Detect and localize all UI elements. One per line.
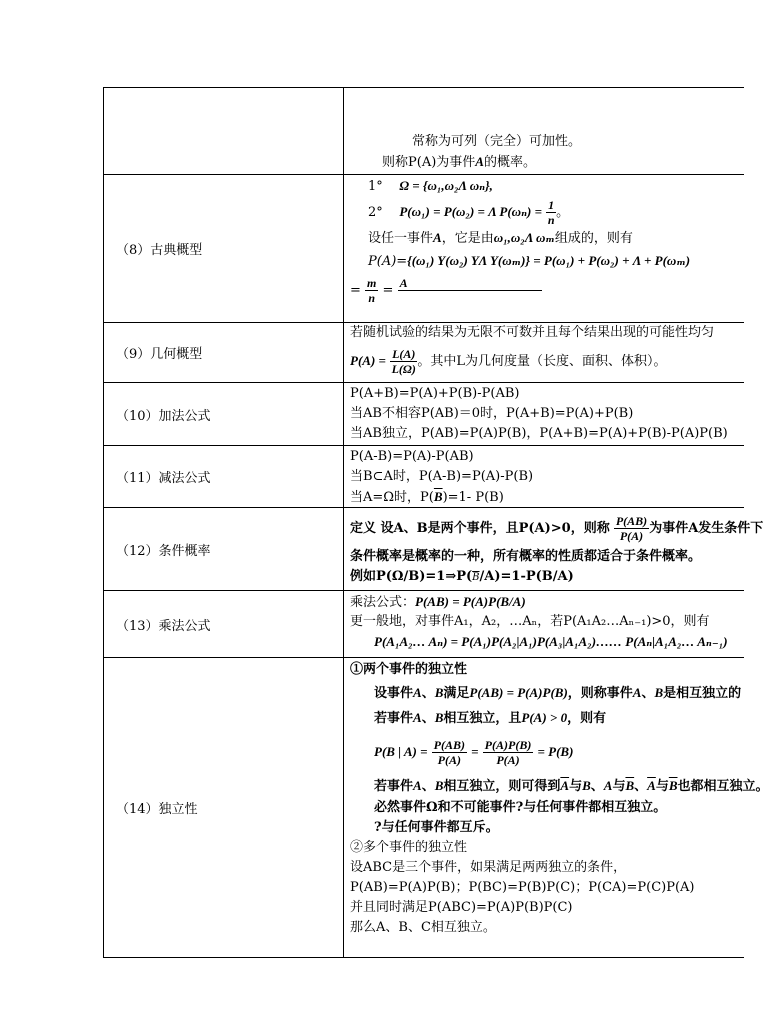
- text-line: 条件概率是概率的一种，所有概率的性质都适合于条件概率。: [350, 549, 702, 564]
- text-line: P(A-B)=P(A)-P(AB): [350, 449, 474, 464]
- text-line: 例如$P(\Omega/B)=1\Rightarrow P(\overline{B}/A)=1-P(B/A)$: [350, 569, 574, 584]
- text-line: 当B⊂A时，P(A-B)=P(A)-P(B): [350, 469, 534, 484]
- table-row-multiplication: [104, 590, 744, 657]
- section-heading: ①两个事件的独立性: [350, 662, 468, 677]
- row-content: [344, 658, 769, 957]
- text-line: 那么A、B、C相互独立。: [350, 920, 496, 935]
- text-line: 并且同时满足P(ABC)=P(A)P(B)P(C): [350, 900, 573, 915]
- text-line: 当A=Ω时，$P(\overline{B})=1-$ P(B): [350, 489, 504, 505]
- formula-line: = $\frac{m}{n}$ = A: [350, 274, 744, 308]
- row-label-independence: （14）独立性: [104, 658, 344, 957]
- row-label-multiplication: （13）乘法公式: [104, 591, 344, 657]
- row-content: [344, 383, 744, 445]
- row-label-geometric: （9）几何概型: [104, 323, 344, 382]
- text-line: 常称为可列（完全）可加性。: [412, 134, 582, 149]
- text-line: 若事件A、B相互独立，且P(A) > 0，则有: [374, 710, 607, 726]
- table-row-geometric: [104, 322, 744, 382]
- row-content: [344, 591, 744, 657]
- text-line: 更一般地，对事件A₁，A₂，…Aₙ，若P(A₁A₂…Aₙ₋₁)>0，则有: [350, 614, 710, 629]
- table-row-continuation: [104, 88, 744, 174]
- row-content: [344, 508, 763, 590]
- text-line: 必然事件Ω和不可能事件?与任何事件都相互独立。: [374, 800, 667, 815]
- text-line: P(AB)=P(A)P(B)；P(BC)=P(B)P(C)；P(CA)=P(C)P(A): [350, 880, 695, 895]
- row-label-subtraction: （11）减法公式: [104, 446, 344, 507]
- row-content: [344, 446, 744, 507]
- formula-table: [103, 87, 769, 958]
- formula-line: P(A) = $\frac{L(A)}{L(\Omega)}$ 。其中L为几何度量（长度、面积、体积）。: [350, 347, 667, 376]
- formula-line: 2° P(ω₁) = P(ω₂) = Λ P(ωₙ) = $\frac{1}{n}$ 。: [368, 198, 570, 227]
- text-line: P(A+B)=P(A)+P(B)-P(AB): [350, 386, 520, 401]
- row-label-classical: （8）古典概型: [104, 175, 344, 322]
- formula-line: P(A₁A₂… Aₙ) = P(A₁)P(A₂|A₁)P(A₃|A₁A₂)…… P(Aₙ|A₁A₂… Aₙ₋₁): [374, 634, 728, 649]
- formula-line: 定义 设A、B是两个事件，且P(A)>0，则称 $\frac{P(AB)}{P(A)}$ 为事件A发生条件下: [350, 514, 764, 543]
- table-row-conditional: [104, 507, 764, 590]
- formula-line: P(A)={(ω₁) Y(ω₂) YΛ Y(ωₘ)} = P(ω₁) + P(ω₂) + Λ + P(ωₘ): [368, 253, 691, 269]
- row-content: [344, 175, 744, 322]
- text-line: 设事件A、B满足P(AB) = P(A)P(B)，则称事件A、B是相互独立的: [374, 685, 742, 701]
- row-label-conditional: （12）条件概率: [104, 508, 344, 590]
- row-content: [344, 88, 744, 174]
- row-content: [344, 323, 744, 382]
- text-line: ?与任何事件都互斥。: [374, 820, 499, 835]
- row-label-addition: （10）加法公式: [104, 383, 344, 445]
- text-line: 则称P(A)为事件A的概率。: [382, 154, 536, 170]
- text-line: 设任一事件A，它是由ω₁,ω₂Λ ωₘ组成的，则有: [368, 230, 633, 246]
- table-row-independence: [104, 657, 769, 957]
- table-row-subtraction: [104, 445, 744, 507]
- text-line: 当AB不相容P(AB)＝0时，P(A+B)=P(A)+P(B): [350, 406, 634, 421]
- text-line: 若事件A、B相互独立，则可得到$\overline{A}$与B、A与$\overline{B}$、$\overline{A}$与$\overline{B}$也都相互独立。: [374, 778, 769, 794]
- formula-line: 1° Ω = {ω₁,ω₂Λ ωₙ},: [368, 178, 493, 194]
- table-row-addition: [104, 382, 744, 445]
- formula-line: P(B | A) = $\frac{P(AB)}{P(A)}$ = $\frac{P(A)P(B)}{P(A)}$ = P(B): [374, 738, 574, 767]
- table-row-classical: [104, 174, 744, 322]
- formula-line: 乘法公式：P(AB) = P(A)P(B/A): [350, 594, 526, 610]
- text-line: 若随机试验的结果为无限不可数并且每个结果出现的可能性均匀: [350, 325, 715, 340]
- text-line: 当AB独立，P(AB)=P(A)P(B)，P(A+B)=P(A)+P(B)-P(A)P(B): [350, 426, 728, 441]
- row-label: [104, 88, 344, 174]
- section-heading: ②多个事件的独立性: [350, 840, 468, 855]
- text-line: 设ABC是三个事件，如果满足两两独立的条件，: [350, 860, 627, 875]
